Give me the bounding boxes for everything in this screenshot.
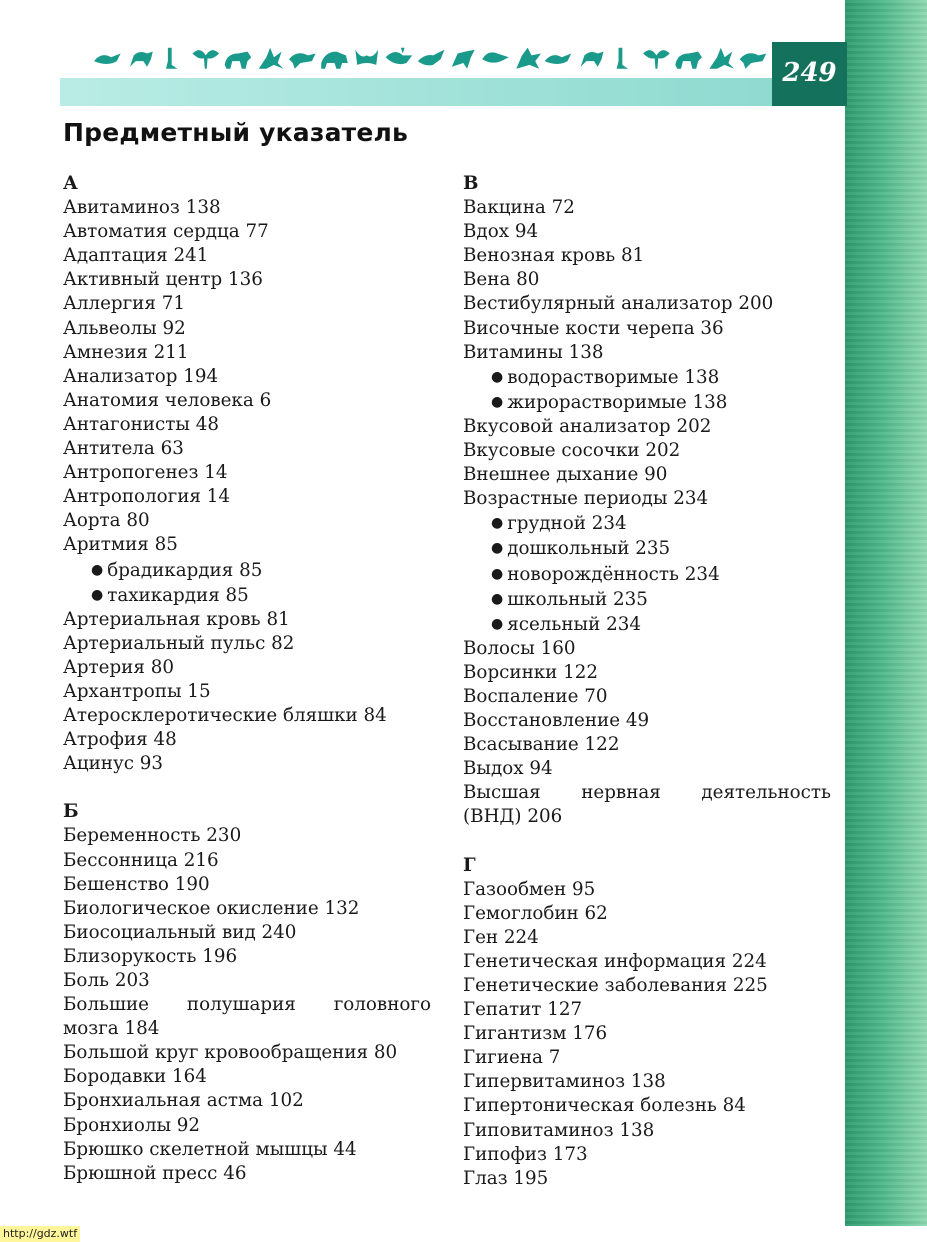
index-subentry-text: жирорастворимые 138 — [507, 391, 728, 413]
bullet-icon: ● — [491, 515, 504, 532]
index-entry: Бессонница 216 — [63, 849, 219, 871]
index-entry: Авитаминоз 138 — [63, 197, 221, 219]
index-entry: Возрастные периоды 234 — [463, 488, 709, 510]
bullet-icon: ● — [491, 615, 504, 632]
animal-silhouettes-icon — [92, 44, 768, 74]
animal-silhouette-icon — [321, 52, 348, 69]
section-gap — [63, 776, 431, 800]
animal-silhouette-icon — [617, 48, 628, 69]
index-entry: Ворсинки 122 — [463, 661, 599, 683]
index-subentry-text: школьный 235 — [507, 588, 648, 610]
index-entry: Вакцина 72 — [463, 197, 575, 219]
index-entry: Адаптация 241 — [63, 245, 209, 267]
index-entry: Витамины 138 — [463, 341, 604, 363]
index-subentry-text: тахикардия 85 — [107, 584, 249, 606]
index-entry: Вдох 94 — [463, 221, 539, 243]
bullet-icon: ● — [91, 561, 104, 578]
bullet-icon: ● — [491, 393, 504, 410]
index-entry: Вкусовой анализатор 202 — [463, 415, 712, 437]
section-letter: А — [63, 173, 78, 194]
index-entry: Боль 203 — [63, 970, 150, 991]
index-entry: Волосы 160 — [463, 637, 576, 659]
animal-silhouette-icon — [516, 48, 541, 69]
watermark: http://gdz.wtf — [0, 1226, 80, 1242]
index-entry: Брюшной пресс 46 — [63, 1162, 247, 1184]
animal-silhouette-icon — [452, 50, 475, 69]
animal-silhouette-icon — [482, 52, 509, 62]
animal-silhouette-icon — [289, 53, 316, 68]
index-entry: Выдох 94 — [463, 758, 553, 780]
index-entry-word: деятельность — [701, 782, 831, 804]
index-entry: Гипервитаминоз 138 — [463, 1071, 666, 1093]
index-subentry — [63, 558, 431, 583]
index-subentry — [463, 390, 831, 415]
index-subentry-text: грудной 234 — [507, 513, 627, 535]
animal-silhouette-icon — [386, 48, 413, 64]
index-subentry — [463, 562, 831, 587]
index-entry: Глаз 195 — [463, 1167, 549, 1189]
index-entry: Артерия 80 — [63, 656, 174, 678]
index-entry: Беременность 230 — [63, 825, 242, 847]
index-subentry — [463, 365, 831, 390]
index-subentry — [463, 612, 831, 637]
index-entry: Анатомия человека 6 — [63, 389, 272, 411]
index-entry: Амнезия 211 — [63, 341, 189, 363]
index-entry: Бронхиолы 92 — [63, 1114, 201, 1136]
index-entry: Биосоциальный вид 240 — [63, 921, 297, 943]
section-gap — [463, 830, 831, 854]
index-entry: Антагонисты 48 — [63, 413, 219, 435]
index-entry: Аорта 80 — [63, 510, 150, 532]
animal-silhouette-icon — [581, 52, 604, 67]
index-subentry — [463, 587, 831, 612]
index-entry: Артериальный пульс 82 — [63, 632, 295, 654]
index-entry: Бронхиальная астма 102 — [63, 1090, 304, 1112]
animal-silhouette-icon — [418, 50, 445, 66]
bullet-icon: ● — [491, 368, 504, 385]
index-entry: Атеросклеротические бляшки 84 — [63, 705, 387, 727]
index-entry: Вестибулярный анализатор 200 — [463, 293, 774, 315]
index-entry-continuation: (ВНД) 206 — [463, 806, 563, 828]
index-entry: Ген 224 — [463, 926, 539, 948]
bullet-icon: ● — [491, 590, 504, 607]
index-subentry — [63, 583, 431, 608]
bullet-icon: ● — [491, 565, 504, 582]
index-entry-word: головного — [333, 994, 431, 1016]
index-entry-continuation: мозга 184 — [63, 1018, 160, 1040]
index-subentry — [463, 536, 831, 561]
index-entry: Гиповитаминоз 138 — [463, 1119, 655, 1141]
animal-silhouette-icon — [643, 50, 670, 69]
animal-silhouette-icon — [94, 54, 121, 64]
animal-silhouette-icon — [259, 48, 284, 69]
index-entry: Антитела 63 — [63, 438, 184, 460]
index-entry: Гипертоническая болезнь 84 — [463, 1095, 746, 1117]
section-letter: Г — [463, 854, 476, 876]
animal-silhouette-icon — [545, 54, 572, 64]
animal-silhouette-icon — [355, 50, 378, 65]
index-entry: Бешенство 190 — [63, 873, 210, 895]
index-column-right — [463, 172, 831, 1191]
index-entry: Артериальная кровь 81 — [63, 608, 290, 630]
index-entry-word: Высшая — [463, 782, 541, 804]
green-edge-strip — [845, 0, 927, 1226]
index-entry: Генетические заболевания 225 — [463, 975, 768, 996]
index-entry: Антропология 14 — [63, 486, 231, 508]
index-subentry-text: брадикардия 85 — [107, 559, 263, 581]
index-subentry-text: ясельный 234 — [507, 613, 641, 635]
index-entry-word: нервная — [581, 782, 661, 804]
index-entry: Аллергия 71 — [63, 293, 185, 315]
index-entry: Венозная кровь 81 — [463, 245, 645, 267]
animal-silhouette-icon — [709, 48, 734, 69]
index-column-left — [63, 172, 431, 1186]
index-subentry — [463, 511, 831, 536]
page-title: Предметный указатель — [63, 118, 409, 147]
bullet-icon: ● — [91, 586, 104, 603]
animal-silhouette-icon — [192, 50, 219, 69]
index-entry: Восстановление 49 — [463, 710, 650, 732]
animal-silhouette-icon — [740, 53, 767, 68]
index-entry: Автоматия сердца 77 — [63, 221, 269, 243]
index-subentry-text: дошкольный 235 — [507, 538, 671, 560]
index-entry: Альвеолы 92 — [63, 317, 186, 339]
animal-silhouette-icon — [225, 52, 252, 69]
index-entry — [63, 993, 431, 1017]
index-entry: Всасывание 122 — [463, 734, 620, 756]
animal-silhouette-icon — [166, 48, 177, 69]
page-number: 249 — [782, 58, 837, 88]
index-entry-word: Большие — [63, 994, 150, 1016]
index-entry: Активный центр 136 — [63, 269, 263, 291]
index-entry: Генетическая информация 224 — [463, 950, 767, 972]
index-entry: Гепатит 127 — [463, 999, 583, 1021]
index-entry: Архантропы 15 — [63, 680, 211, 702]
index-subentry-text: водорастворимые 138 — [507, 366, 720, 388]
bullet-icon: ● — [491, 540, 504, 557]
index-entry: Близорукость 196 — [63, 945, 238, 967]
index-entry — [463, 781, 831, 805]
index-entry: Воспаление 70 — [463, 685, 608, 707]
index-entry: Газообмен 95 — [463, 878, 596, 900]
index-entry-word: полушария — [186, 994, 296, 1016]
section-letter: Б — [63, 801, 79, 823]
index-entry: Височные кости черепа 36 — [463, 317, 724, 339]
index-entry: Гемоглобин 62 — [463, 902, 608, 924]
index-entry: Атрофия 48 — [63, 729, 177, 751]
index-subentry-text: новорождённость 234 — [507, 563, 720, 585]
section-letter: В — [463, 173, 479, 194]
index-entry: Вкусовые сосочки 202 — [463, 440, 681, 462]
index-entry: Биологическое окисление 132 — [63, 897, 360, 919]
index-entry: Внешнее дыхание 90 — [463, 464, 668, 486]
index-entry: Вена 80 — [463, 269, 540, 291]
index-entry: Брюшко скелетной мышцы 44 — [63, 1138, 357, 1160]
index-entry: Гигантизм 176 — [463, 1023, 608, 1045]
index-entry: Ацинус 93 — [63, 753, 164, 775]
index-entry: Аритмия 85 — [63, 534, 178, 556]
header-band — [60, 78, 775, 106]
animal-silhouette-icon — [130, 52, 153, 67]
index-entry: Антропогенез 14 — [63, 462, 228, 484]
animal-silhouette-icon — [675, 52, 702, 69]
index-entry: Гипофиз 173 — [463, 1143, 588, 1165]
index-entry: Бородавки 164 — [63, 1066, 207, 1088]
index-entry: Большой круг кровообращения 80 — [63, 1042, 398, 1064]
index-entry: Анализатор 194 — [63, 365, 219, 387]
index-entry: Гигиена 7 — [463, 1047, 561, 1069]
